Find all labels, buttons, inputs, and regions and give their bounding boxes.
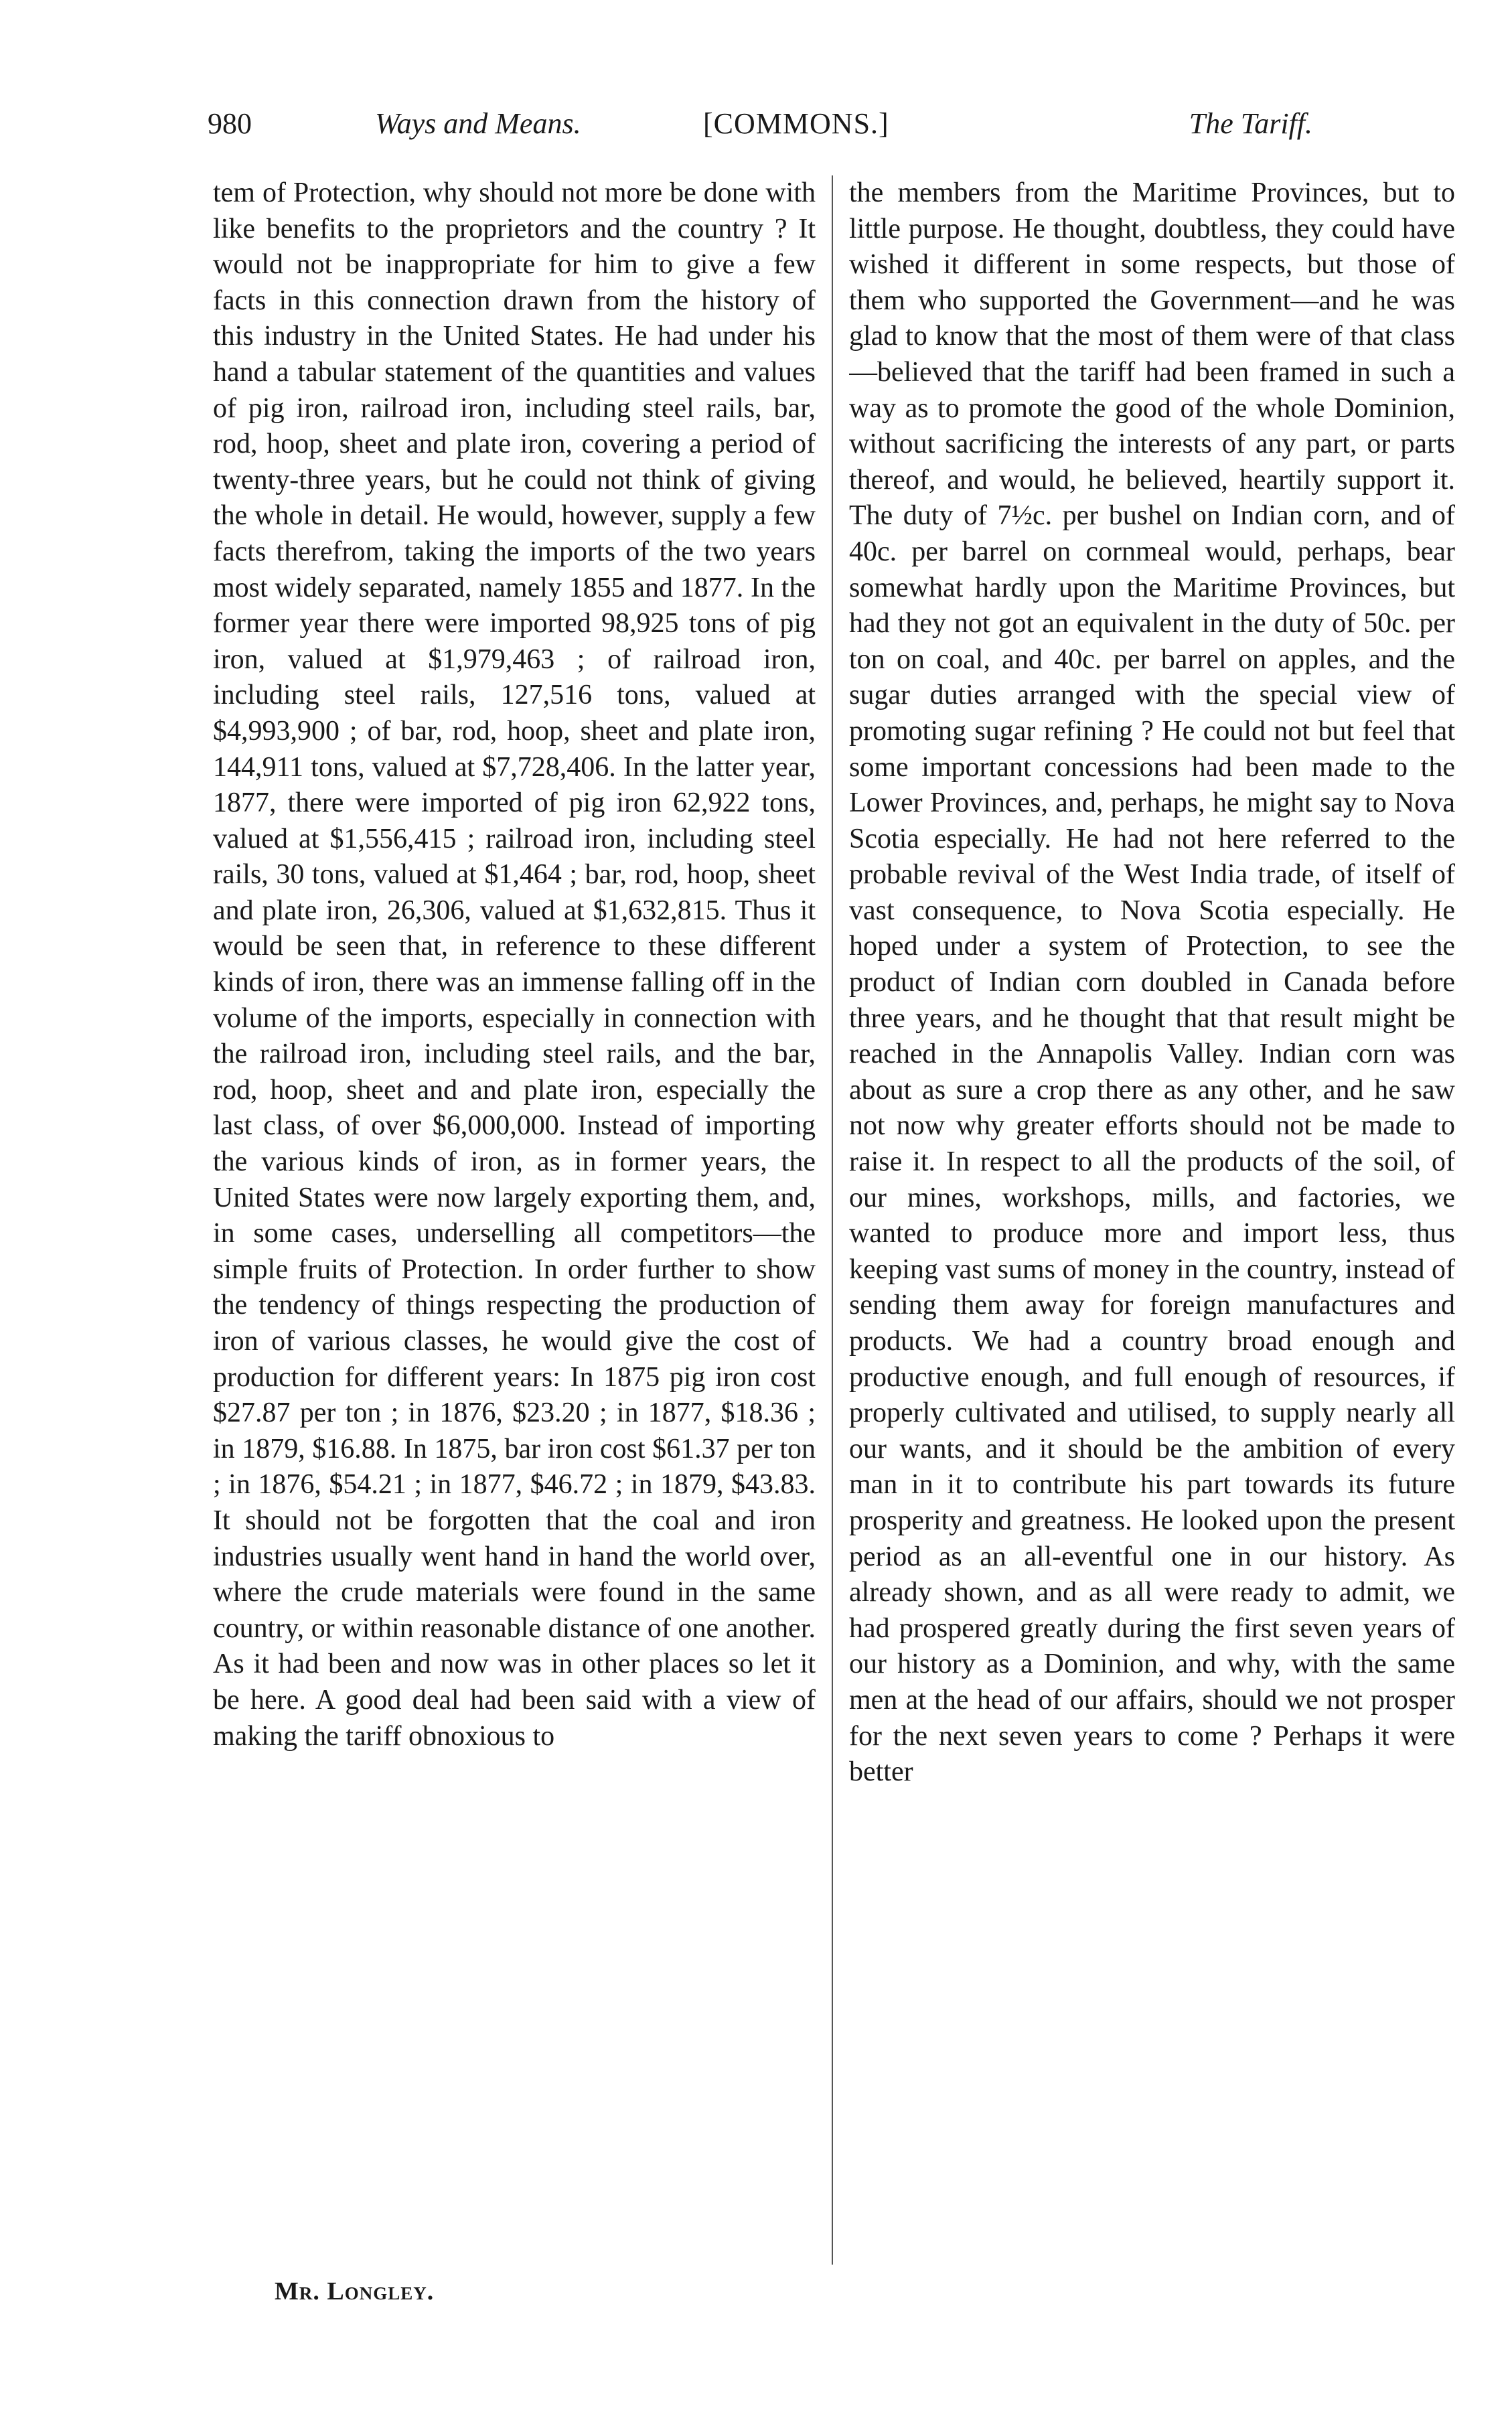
right-column-text: the members from the Maritime Provinces, but to little purpose. He thought, doubtless, they could have wished it different in some respects, but those of them who supported the Government—and he was glad to know that the most of them were of that class—believed that the tariff had been framed in such a way as to promote the good of the whole Dominion, without sacrificing the interests of any part, or parts thereof, and would, he believed, heartily support it. The duty of 7½c. per bushel on Indian corn, and of 40c. per barrel on cornmeal would, perhaps, bear somewhat hardly upon the Maritime Provinces, but had they not got an equivalent in the duty of 50c. per ton on coal, and 40c. per barrel on apples, and the sugar duties arranged with the special view of promoting sugar refining ? He could not but feel that some important concessions had been made to the Lower Provinces, and, perhaps, he might say to Nova Scotia especially. He had not here referred to the probable revival of the West India trade, of itself of vast consequence, to Nova Scotia especially. He hoped under a system of Protection, to see the product of Indian corn doubled in Canada before three years, and he thought that that result might be reached in the Annapolis Valley. Indian corn was about as sure a crop there as any other, and he saw not now why greater efforts should not be made to raise it. In respect to all the products of the soil, of our mines, workshops, mills, and factories, we wanted to produce more and import less, thus keeping vast sums of money in the country, instead of sending them away for foreign manufactures and products. We had a country broad enough and productive enough, and full enough of resources, if properly cultivated and utilised, to supply nearly all our wants, and it should be the ambition of every man in it to contribute his part towards its future prosperity and greatness. He looked upon the present period as an all-eventful one in our history. As already shown, and as all were ready to admit, we had prospered greatly during the first seven years of our history as a Dominion, and why, with the same men at the head of our affairs, should we not prosper for the next seven years to come ? Perhaps it were better (849, 177, 1455, 1788)
page-number: 980 (208, 107, 252, 140)
running-title-center: [COMMONS.] (703, 107, 889, 140)
speaker-footer: Mr. Longley. (275, 2277, 435, 2305)
page-header (208, 100, 1312, 147)
column-divider (832, 175, 833, 2265)
running-title-right: The Tariff. (1189, 107, 1312, 140)
left-column-text: tem of Protection, why should not more be done with like benefits to the proprietors and the country ? It would not be inappropriate for him to give a few facts in this connection drawn from the history of this industry in the United States. He had under his hand a tabular statement of the quantities and values of pig iron, railroad iron, including steel rails, bar, rod, hoop, sheet and plate iron, covering a period of twenty-three years, but he could not think of giving the whole in detail. He would, however, supply a few facts therefrom, taking the imports of the two years most widely separated, namely 1855 and 1877. In the former year there were imported 98,925 tons of pig iron, valued at $1,979,463 ; of railroad iron, including steel rails, 127,516 tons, valued at $4,993,900 ; of bar, rod, hoop, sheet and plate iron, 144,911 tons, valued at $7,728,406. In the latter year, 1877, there were imported of pig iron 62,922 tons, valued at $1,556,415 ; railroad iron, including steel rails, 30 tons, valued at $1,464 ; bar, rod, hoop, sheet and plate iron, 26,306, valued at $1,632,815. Thus it would be seen that, in reference to these different kinds of iron, there was an immense falling off in the volume of the imports, especially in connection with the railroad iron, including steel rails, and the bar, rod, hoop, sheet and and plate iron, especially the last class, of over $6,000,000. Instead of importing the various kinds of iron, as in former years, the United States were now largely exporting them, and, in some cases, underselling all competitors—the simple fruits of Protection. In order further to show the tendency of things respecting the production of iron of various classes, he would give the cost of production for different years: In 1875 pig iron cost $27.87 per ton ; in 1876, $23.20 ; in 1877, $18.36 ; in 1879, $16.88. In 1875, bar iron cost $61.37 per ton ; in 1876, $54.21 ; in 1877, $46.72 ; in 1879, $43.83. It should not be forgotten that the coal and iron industries usually went hand in hand the world over, where the crude materials were found in the same country, or within reasonable distance of one another. As it had been and now was in other places so let it be here. A good deal had been said with a view of making the tariff obnoxious to (213, 177, 816, 1752)
running-title-left: Ways and Means. (375, 107, 581, 140)
